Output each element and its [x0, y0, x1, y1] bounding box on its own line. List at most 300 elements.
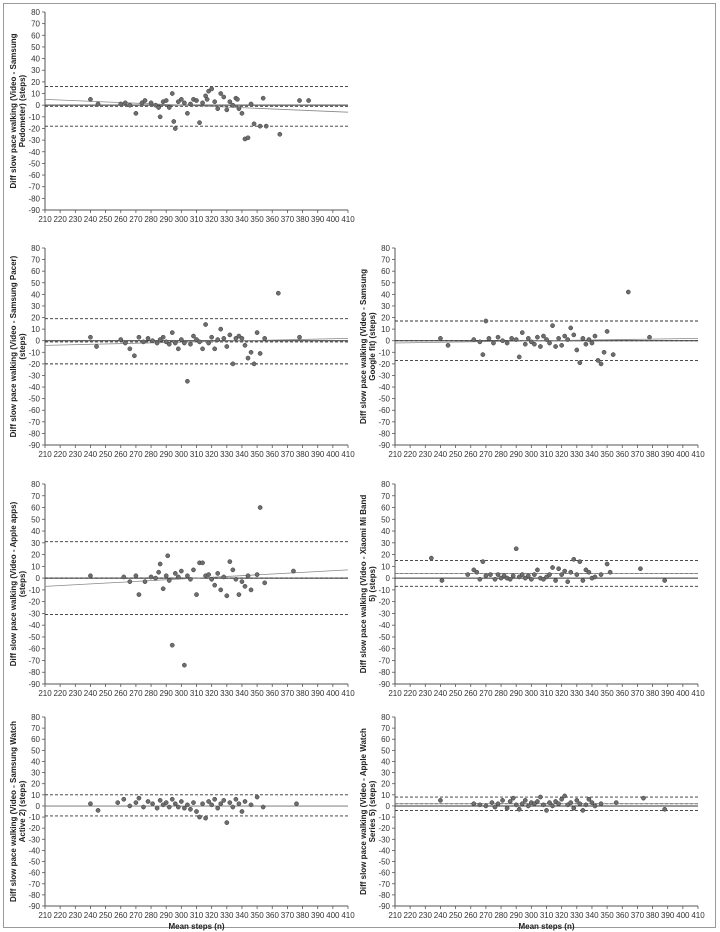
- x-tick-label: 310: [189, 450, 204, 459]
- y-tick-label: 30: [31, 301, 40, 311]
- y-tick-label: -70: [378, 879, 390, 889]
- x-tick-label: 410: [341, 215, 355, 224]
- data-point: [258, 351, 262, 355]
- data-point: [188, 577, 192, 581]
- y-tick-label: -60: [378, 406, 390, 416]
- x-tick-label: 220: [53, 911, 67, 920]
- data-point: [478, 340, 482, 344]
- data-point: [261, 805, 265, 809]
- data-point: [176, 347, 180, 351]
- y-tick-label: 40: [381, 290, 390, 300]
- y-tick-label: -90: [378, 902, 390, 911]
- x-tick-label: 400: [326, 911, 340, 920]
- data-point: [157, 105, 161, 109]
- data-point: [216, 107, 220, 111]
- x-tick-label: 290: [159, 689, 173, 698]
- y-tick-label: 70: [381, 724, 390, 734]
- data-point: [194, 809, 198, 813]
- data-point: [213, 797, 217, 801]
- x-tick-label: 230: [418, 689, 432, 698]
- data-point: [500, 339, 504, 343]
- x-tick-label: 360: [265, 450, 279, 459]
- x-tick-label: 260: [114, 911, 128, 920]
- data-point: [535, 568, 539, 572]
- x-tick-label: 320: [204, 911, 219, 920]
- x-tick-label: 250: [98, 215, 113, 224]
- data-point: [164, 801, 168, 805]
- data-point: [173, 571, 177, 575]
- data-point: [205, 97, 209, 101]
- y-tick-label: -20: [378, 597, 390, 607]
- data-point: [216, 806, 220, 810]
- data-point: [128, 804, 132, 808]
- x-tick-label: 410: [691, 450, 705, 459]
- y-tick-label: 10: [31, 325, 40, 335]
- x-tick-label: 370: [630, 689, 645, 698]
- y-tick-label: 10: [381, 325, 390, 335]
- data-point: [134, 111, 138, 115]
- y-tick-label: 40: [381, 527, 390, 537]
- x-tick-label: 310: [189, 215, 204, 224]
- data-point: [146, 799, 150, 803]
- y-tick-label: -80: [28, 890, 40, 900]
- data-point: [493, 577, 497, 581]
- data-point: [587, 797, 591, 801]
- y-tick-label: -40: [378, 383, 390, 393]
- data-point: [197, 121, 201, 125]
- data-point: [222, 575, 226, 579]
- y-tick-label: -60: [28, 406, 40, 416]
- y-tick-label: -70: [28, 182, 40, 192]
- data-point: [581, 578, 585, 582]
- x-tick-label: 350: [250, 911, 264, 920]
- data-point: [188, 807, 192, 811]
- x-tick-label: 290: [509, 689, 523, 698]
- x-tick-label: 270: [479, 689, 493, 698]
- y-tick-label: -40: [28, 621, 40, 631]
- data-point: [234, 797, 238, 801]
- y-axis-title-line: Diff slow pace walking (Video - Apple apps): [9, 501, 18, 667]
- x-tick-label: 250: [448, 911, 463, 920]
- x-tick-label: 240: [83, 215, 98, 224]
- y-tick-label: 20: [31, 313, 40, 323]
- data-point: [228, 560, 232, 564]
- x-tick-label: 340: [235, 689, 249, 698]
- x-tick-label: 380: [645, 689, 660, 698]
- data-point: [517, 807, 521, 811]
- data-point: [510, 336, 514, 340]
- data-point: [255, 572, 259, 576]
- chart-panel-apple-apps: [8, 477, 360, 698]
- data-point: [237, 592, 241, 596]
- x-tick-label: 300: [174, 450, 189, 459]
- data-point: [602, 350, 606, 354]
- y-axis-title-line: Diff slow pace walking (Video - Apple Watch: [359, 728, 368, 895]
- data-point: [563, 794, 567, 798]
- x-axis-title: Mean steps (n): [518, 922, 575, 931]
- chart-panel-samsung-watch-active2: [8, 710, 360, 931]
- x-tick-label: 330: [570, 450, 584, 459]
- data-point: [150, 339, 154, 343]
- data-point: [541, 803, 545, 807]
- data-point: [179, 569, 183, 573]
- x-tick-label: 210: [388, 689, 402, 698]
- data-point: [200, 802, 204, 806]
- x-tick-label: 360: [265, 911, 279, 920]
- x-tick-label: 290: [159, 215, 173, 224]
- data-point: [153, 576, 157, 580]
- data-point: [297, 335, 301, 339]
- data-point: [487, 336, 491, 340]
- data-point: [252, 122, 256, 126]
- data-point: [505, 341, 509, 345]
- data-point: [141, 805, 145, 809]
- data-point: [263, 336, 267, 340]
- data-point: [291, 569, 295, 573]
- x-tick-label: 290: [509, 911, 523, 920]
- data-point: [496, 572, 500, 576]
- y-tick-label: 80: [31, 713, 40, 722]
- x-tick-label: 380: [295, 689, 310, 698]
- data-point: [246, 574, 250, 578]
- data-point: [170, 797, 174, 801]
- data-point: [547, 341, 551, 345]
- data-point: [122, 575, 126, 579]
- x-tick-label: 280: [144, 215, 158, 224]
- y-tick-label: -40: [28, 147, 40, 157]
- y-axis-title: [359, 728, 377, 895]
- data-point: [566, 580, 570, 584]
- y-tick-label: -80: [28, 429, 40, 439]
- x-axis-title: Mean steps (n): [168, 922, 225, 931]
- x-tick-label: 400: [326, 215, 340, 224]
- x-tick-label: 260: [114, 689, 128, 698]
- x-tick-label: 260: [114, 450, 128, 459]
- data-point: [210, 335, 214, 339]
- data-point: [523, 798, 527, 802]
- x-tick-label: 260: [464, 450, 478, 459]
- data-point: [553, 344, 557, 348]
- y-tick-label: 40: [31, 757, 40, 767]
- y-tick-label: 0: [385, 574, 390, 584]
- data-point: [647, 335, 651, 339]
- data-point: [550, 324, 554, 328]
- data-point: [526, 574, 530, 578]
- data-point: [188, 102, 192, 106]
- y-tick-label: 60: [31, 31, 40, 41]
- data-point: [526, 804, 530, 808]
- data-point: [563, 334, 567, 338]
- x-tick-label: 350: [600, 689, 614, 698]
- data-point: [203, 322, 207, 326]
- x-tick-label: 280: [144, 689, 158, 698]
- y-tick-label: -40: [378, 846, 390, 856]
- data-point: [572, 557, 576, 561]
- data-point: [446, 343, 450, 347]
- y-tick-label: 70: [31, 724, 40, 734]
- data-point: [185, 111, 189, 115]
- data-point: [240, 809, 244, 813]
- y-tick-label: 30: [381, 301, 390, 311]
- data-point: [475, 570, 479, 574]
- y-tick-label: 80: [381, 713, 390, 722]
- x-tick-label: 360: [615, 911, 629, 920]
- data-point: [641, 796, 645, 800]
- data-point: [216, 337, 220, 341]
- x-tick-label: 280: [494, 911, 508, 920]
- y-tick-label: 40: [381, 757, 390, 767]
- x-tick-label: 390: [661, 689, 675, 698]
- y-tick-label: -10: [28, 112, 40, 122]
- y-tick-label: -90: [28, 902, 40, 911]
- x-tick-label: 300: [524, 911, 539, 920]
- y-tick-label: 0: [35, 801, 40, 811]
- x-tick-label: 320: [204, 450, 219, 459]
- data-point: [222, 798, 226, 802]
- y-tick-label: 80: [381, 244, 390, 253]
- data-point: [185, 803, 189, 807]
- x-tick-label: 400: [326, 450, 340, 459]
- data-point: [544, 337, 548, 341]
- x-tick-label: 220: [403, 689, 417, 698]
- y-tick-label: -30: [378, 835, 390, 845]
- x-tick-label: 390: [661, 450, 675, 459]
- x-tick-label: 330: [570, 689, 584, 698]
- data-point: [529, 577, 533, 581]
- y-tick-label: 30: [381, 768, 390, 778]
- data-point: [96, 808, 100, 812]
- y-tick-label: 60: [31, 267, 40, 277]
- data-point: [225, 344, 229, 348]
- data-point: [146, 336, 150, 340]
- data-point: [547, 801, 551, 805]
- data-point: [663, 807, 667, 811]
- data-point: [150, 802, 154, 806]
- x-tick-label: 360: [265, 689, 279, 698]
- y-tick-label: 60: [381, 267, 390, 277]
- data-point: [575, 572, 579, 576]
- data-point: [520, 802, 524, 806]
- data-point: [191, 568, 195, 572]
- data-point: [210, 87, 214, 91]
- data-point: [520, 572, 524, 576]
- x-tick-label: 400: [676, 911, 690, 920]
- data-point: [584, 803, 588, 807]
- data-point: [243, 799, 247, 803]
- data-point: [538, 795, 542, 799]
- x-tick-label: 280: [144, 450, 158, 459]
- data-point: [225, 821, 229, 825]
- y-tick-label: -60: [28, 868, 40, 878]
- data-point: [496, 802, 500, 806]
- x-tick-label: 320: [554, 911, 569, 920]
- y-tick-label: -80: [378, 429, 390, 439]
- data-point: [581, 336, 585, 340]
- y-tick-label: 50: [381, 515, 390, 525]
- y-tick-label: 40: [31, 290, 40, 300]
- y-tick-label: 80: [381, 480, 390, 489]
- y-tick-label: -10: [28, 348, 40, 358]
- data-point: [590, 341, 594, 345]
- x-tick-label: 250: [448, 450, 463, 459]
- x-tick-label: 390: [311, 450, 325, 459]
- data-point: [179, 97, 183, 101]
- data-point: [188, 342, 192, 346]
- x-tick-label: 360: [265, 215, 279, 224]
- y-tick-label: 70: [31, 491, 40, 501]
- data-point: [440, 578, 444, 582]
- x-tick-label: 260: [114, 215, 128, 224]
- data-point: [276, 291, 280, 295]
- y-axis-title-line: Google fit) (steps): [368, 312, 377, 381]
- x-tick-label: 210: [38, 215, 52, 224]
- y-tick-label: 80: [31, 480, 40, 489]
- x-tick-label: 340: [585, 450, 599, 459]
- data-point: [237, 802, 241, 806]
- y-tick-label: -70: [378, 656, 390, 666]
- data-point: [553, 578, 557, 582]
- y-tick-label: -10: [28, 585, 40, 595]
- y-tick-label: 10: [31, 89, 40, 99]
- data-point: [185, 379, 189, 383]
- x-tick-label: 270: [129, 215, 143, 224]
- data-point: [143, 580, 147, 584]
- x-tick-label: 220: [53, 215, 67, 224]
- data-point: [572, 806, 576, 810]
- data-point: [547, 572, 551, 576]
- data-point: [119, 337, 123, 341]
- x-tick-label: 270: [479, 911, 493, 920]
- x-tick-label: 370: [630, 450, 645, 459]
- x-tick-label: 250: [98, 450, 113, 459]
- y-tick-label: 70: [31, 255, 40, 265]
- y-tick-label: 40: [31, 54, 40, 64]
- data-point: [191, 801, 195, 805]
- data-point: [599, 802, 603, 806]
- data-point: [158, 562, 162, 566]
- y-axis-title: [359, 495, 377, 674]
- data-point: [213, 583, 217, 587]
- data-point: [207, 799, 211, 803]
- data-point: [167, 578, 171, 582]
- data-point: [134, 574, 138, 578]
- data-point: [240, 580, 244, 584]
- data-point: [158, 798, 162, 802]
- data-point: [88, 802, 92, 806]
- data-point: [182, 663, 186, 667]
- chart-panel-xiaomi-mi-band: [358, 477, 710, 698]
- data-point: [164, 98, 168, 102]
- x-tick-label: 350: [250, 450, 264, 459]
- y-axis-title-line: Active 2) (steps): [18, 780, 27, 843]
- x-tick-label: 300: [524, 450, 539, 459]
- data-point: [500, 798, 504, 802]
- x-tick-label: 220: [53, 689, 67, 698]
- data-point: [157, 570, 161, 574]
- x-tick-label: 290: [159, 450, 173, 459]
- data-point: [578, 802, 582, 806]
- data-point: [119, 102, 123, 106]
- data-point: [123, 341, 127, 345]
- data-point: [608, 570, 612, 574]
- y-tick-label: -50: [28, 394, 40, 404]
- data-point: [511, 796, 515, 800]
- x-tick-label: 370: [280, 215, 295, 224]
- y-axis-title: [9, 721, 27, 902]
- data-point: [484, 319, 488, 323]
- data-point: [170, 643, 174, 647]
- x-tick-label: 380: [645, 450, 660, 459]
- data-point: [538, 344, 542, 348]
- y-tick-label: 70: [381, 491, 390, 501]
- data-point: [596, 358, 600, 362]
- data-point: [472, 802, 476, 806]
- data-point: [520, 330, 524, 334]
- data-point: [488, 572, 492, 576]
- x-tick-label: 270: [129, 450, 143, 459]
- y-tick-label: -80: [378, 890, 390, 900]
- x-tick-label: 340: [235, 450, 249, 459]
- y-tick-label: 20: [381, 550, 390, 560]
- y-tick-label: 10: [31, 790, 40, 800]
- data-point: [255, 330, 259, 334]
- y-tick-label: -90: [378, 441, 390, 450]
- data-point: [563, 569, 567, 573]
- data-point: [88, 335, 92, 339]
- y-tick-label: -90: [378, 680, 390, 689]
- data-point: [231, 568, 235, 572]
- data-point: [134, 801, 138, 805]
- data-point: [508, 577, 512, 581]
- data-point: [116, 801, 120, 805]
- y-axis-title: [359, 269, 377, 424]
- y-tick-label: -80: [378, 668, 390, 678]
- y-tick-label: 20: [381, 779, 390, 789]
- y-tick-label: -10: [378, 585, 390, 595]
- data-point: [249, 102, 253, 106]
- x-tick-label: 210: [38, 911, 52, 920]
- x-tick-label: 290: [509, 450, 523, 459]
- x-tick-label: 350: [250, 215, 264, 224]
- x-tick-label: 380: [645, 911, 660, 920]
- x-tick-label: 240: [433, 689, 448, 698]
- data-point: [484, 574, 488, 578]
- data-point: [219, 588, 223, 592]
- data-point: [207, 572, 211, 576]
- x-tick-label: 310: [189, 689, 204, 698]
- x-tick-label: 320: [204, 215, 219, 224]
- x-tick-label: 300: [174, 689, 189, 698]
- data-point: [466, 572, 470, 576]
- y-tick-label: -20: [28, 359, 40, 369]
- data-point: [599, 362, 603, 366]
- x-tick-label: 250: [448, 689, 463, 698]
- data-point: [569, 326, 573, 330]
- y-axis-title: [9, 255, 27, 437]
- data-point: [557, 567, 561, 571]
- y-tick-label: 30: [31, 66, 40, 76]
- data-point: [176, 575, 180, 579]
- x-tick-label: 350: [600, 450, 614, 459]
- y-axis-title-line: Series 5) (steps): [368, 780, 377, 843]
- x-tick-label: 390: [311, 215, 325, 224]
- y-tick-label: -20: [28, 124, 40, 134]
- y-tick-label: -80: [28, 194, 40, 204]
- data-point: [155, 806, 159, 810]
- data-point: [123, 101, 127, 105]
- data-point: [478, 803, 482, 807]
- y-tick-label: -40: [378, 621, 390, 631]
